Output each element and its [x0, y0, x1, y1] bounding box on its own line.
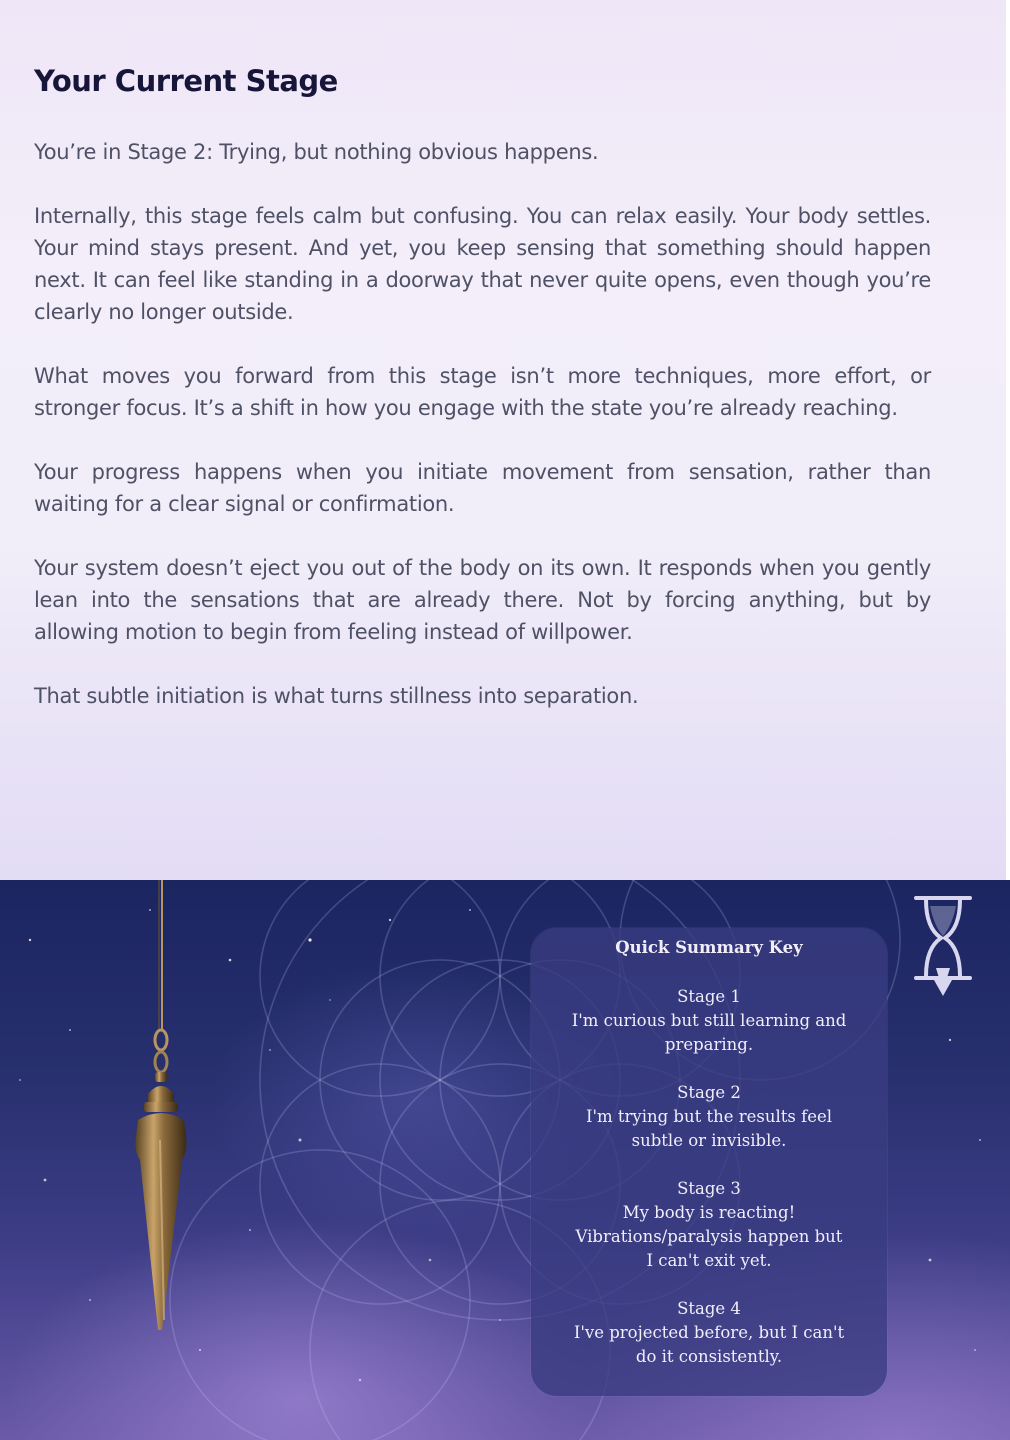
paragraph-conclusion: That subtle initiation is what turns stillness into separation. [34, 684, 639, 708]
page-title: Your Current Stage [34, 64, 338, 98]
summary-stage-3 [571, 1177, 847, 1273]
body-text [34, 136, 931, 744]
stage-name: Stage 4 [677, 1299, 741, 1318]
pendulum-image [104, 880, 224, 1340]
summary-stage-4 [571, 1297, 847, 1369]
stage-name: Stage 2 [677, 1083, 741, 1102]
summary-stage-2 [571, 1081, 847, 1153]
summary-stage-1 [571, 985, 847, 1057]
paragraph-what-moves-you: What moves you forward from this stage isn’t more techniques, more effort, or stronger focus. It’s a shift in how you engage with the state you’re already reaching. [34, 364, 931, 420]
cosmic-banner [0, 880, 1010, 1440]
stage-description: I've projected before, but I can't do it consistently. [573, 1323, 845, 1366]
paragraph-progress: Your progress happens when you initiate movement from sensation, rather than waiting for a clear signal or confirmation. [34, 460, 931, 516]
quick-summary-card [531, 928, 887, 1396]
paragraph-internal-feeling: Internally, this stage feels calm but confusing. You can relax easily. Your body settles. Your mind stays present. And yet, you keep sensing that something should happen next. It can feel like standing in a doorway that never quite opens, even though you’re clearly no longer outside. [34, 204, 931, 324]
summary-title: Quick Summary Key [615, 938, 803, 957]
stage-name: Stage 3 [677, 1179, 741, 1198]
hourglass-icon [912, 892, 974, 998]
stage-description: I'm trying but the results feel subtle or invisible. [585, 1107, 833, 1150]
paragraph-system-response: Your system doesn’t eject you out of the body on its own. It responds when you gently lean into the sensations that are already there. Not by forcing anything, but by allowing motion to begin from feeling instead of willpower. [34, 556, 931, 644]
stage-description: My body is reacting! Vibrations/paralysis happen but I can't exit yet. [575, 1203, 843, 1270]
stage-description: I'm curious but still learning and preparing. [571, 1011, 847, 1054]
paragraph-stage-statement: You’re in Stage 2: Trying, but nothing obvious happens. [34, 140, 599, 164]
stage-name: Stage 1 [677, 987, 741, 1006]
